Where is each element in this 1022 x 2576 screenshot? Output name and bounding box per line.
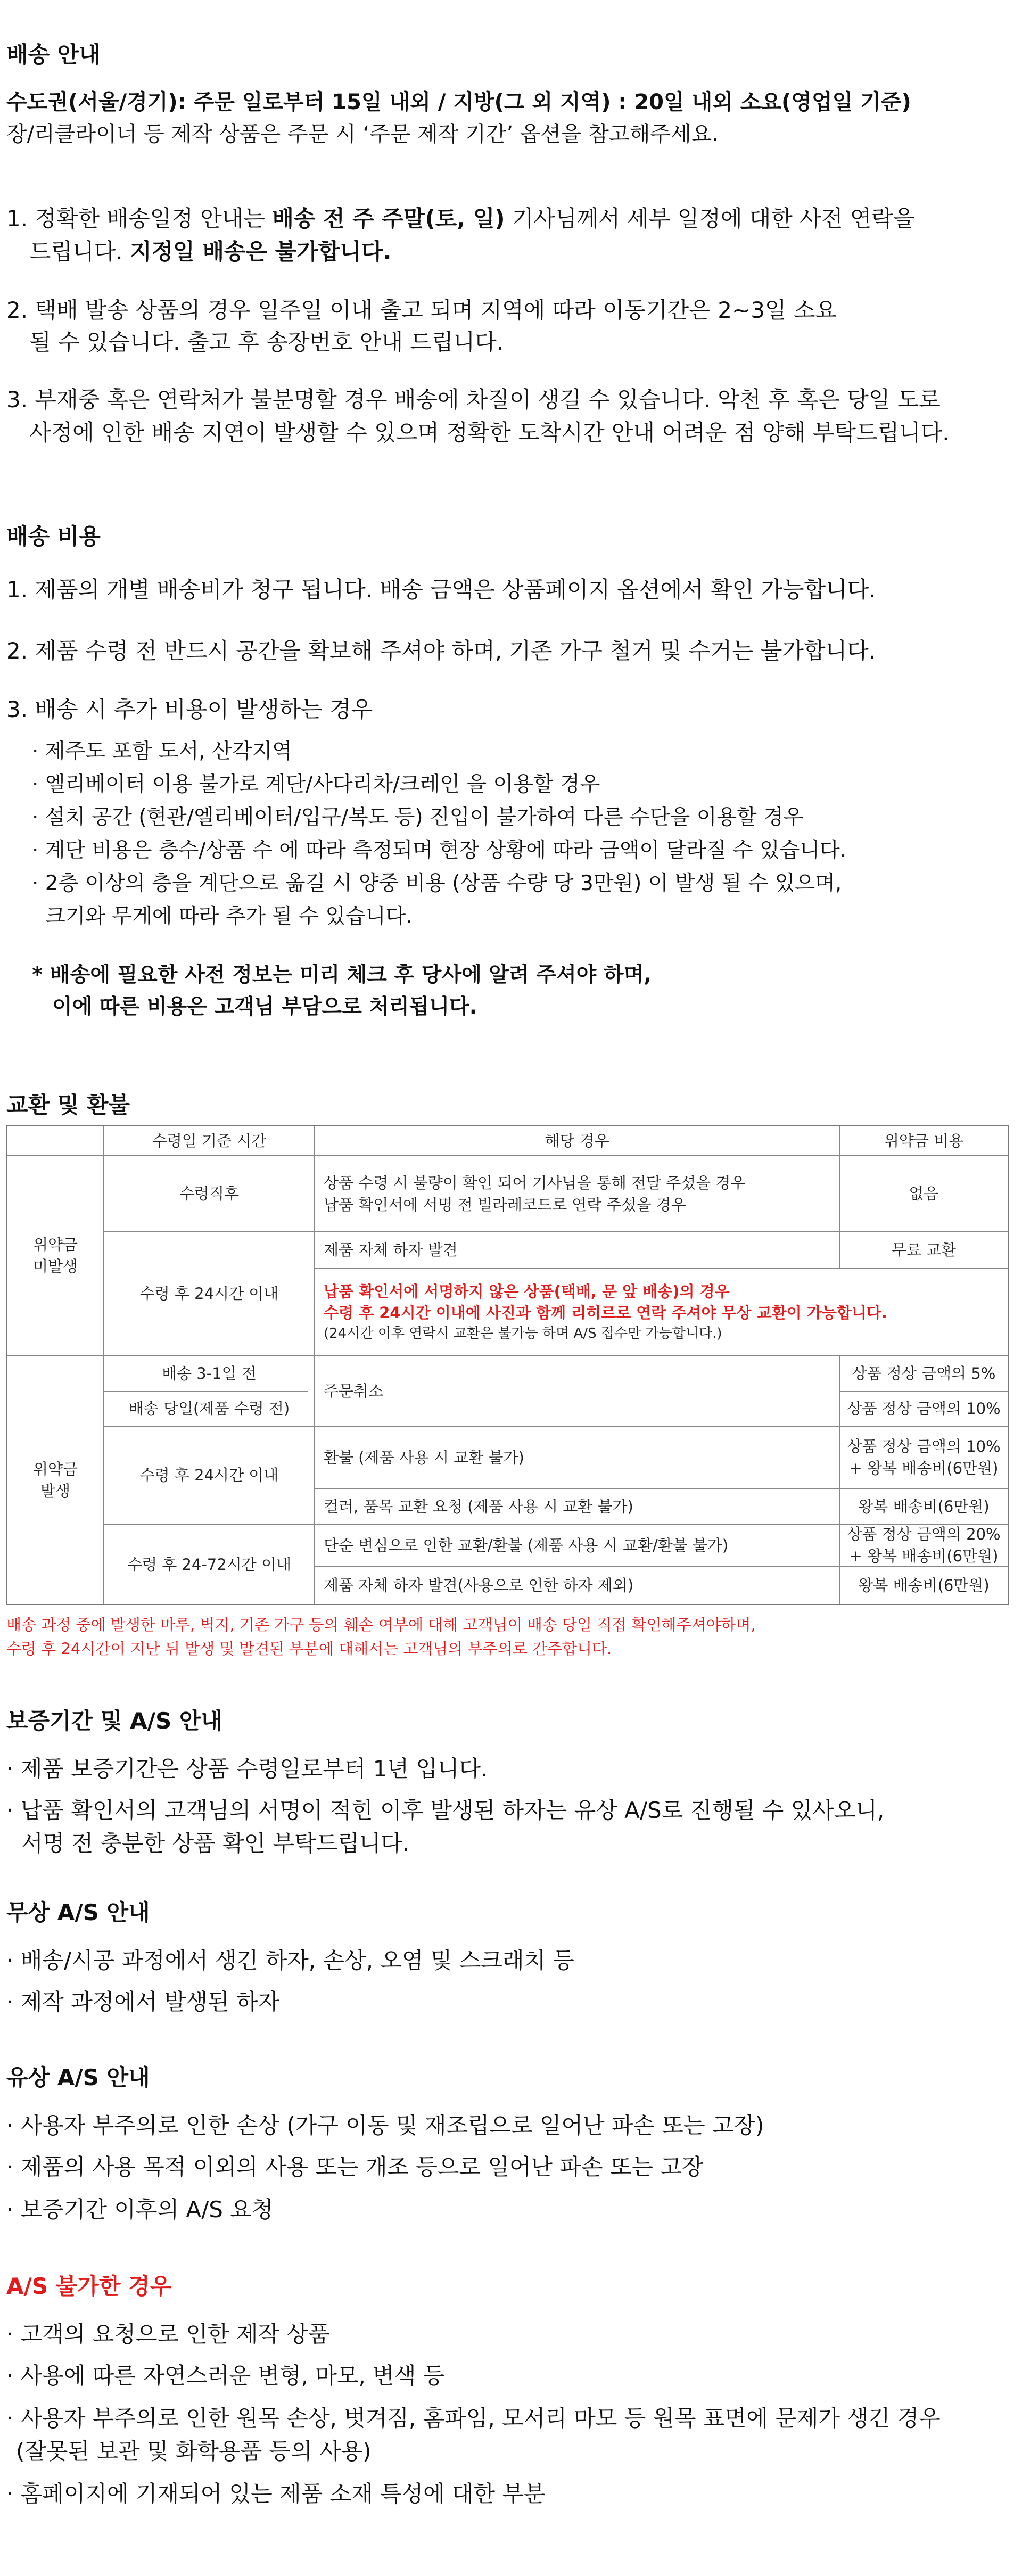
no-as-bullet-2: · 사용에 따른 자연스러운 변형, 마모, 변색 등 — [6, 2363, 445, 2389]
delivery-item-3-cont: 사정에 인한 배송 지연이 발생할 수 있으며 정확한 도착시간 안내 어려운 점 양해 부탁드립니다. — [29, 419, 950, 446]
r3-case — [315, 1269, 1007, 1355]
r9-fee: 왕복 배송비(6만원) — [858, 1576, 990, 1594]
r7-fee: 왕복 배송비(6만원) — [858, 1497, 990, 1516]
r4-time: 배송 3-1일 전 — [162, 1364, 257, 1383]
delivery-item-2-cont: 될 수 있습니다. 출고 후 송장번호 안내 드립니다. — [29, 329, 504, 355]
header-time: 수령일 기준 시간 — [152, 1131, 267, 1150]
exchange-title: 교환 및 환불 — [6, 1092, 130, 1118]
delivery-title: 배송 안내 — [6, 42, 101, 68]
cost-bullet-5-cont: 크기와 무게에 따라 추가 될 수 있습니다. — [45, 904, 413, 928]
r1-fee: 없음 — [909, 1184, 939, 1203]
cost-item-3: 3. 배송 시 추가 비용이 발생하는 경우 — [6, 696, 373, 722]
cost-note-cont: 이에 따른 비용은 고객님 부담으로 처리됩니다. — [52, 995, 477, 1019]
r8-fee — [840, 1525, 1008, 1566]
free-as-bullet-1: · 배송/시공 과정에서 생긴 하자, 손상, 오염 및 스크래치 등 — [6, 1947, 574, 1973]
header-fee: 위약금 비용 — [884, 1131, 964, 1150]
cost-bullet-2: · 엘리베이터 이용 불가로 계단/사다리차/크레인 을 이용할 경우 — [32, 772, 600, 796]
group-penalty: 위약금 발생 — [32, 1460, 78, 1500]
r8-case: 단순 변심으로 인한 교환/환불 (제품 사용 시 교환/환불 불가) — [324, 1536, 729, 1554]
delivery-item-3: 3. 부재중 혹은 연락처가 불분명할 경우 배송에 차질이 생길 수 있습니다. 악천 후 혹은 당일 도로 — [6, 386, 941, 413]
r45-case: 주문취소 — [324, 1381, 384, 1400]
cost-bullet-3: · 설치 공간 (현관/엘리베이터/입구/복도 등) 진입이 불가하여 다른 수단을 이용할 경우 — [32, 805, 804, 829]
free-as-bullet-2: · 제작 과정에서 발생된 하자 — [6, 1989, 280, 2015]
text-bold: 배송 전 주 주말(토, 일) — [272, 205, 505, 232]
text-red: 수령 후 24시간 이내에 사진과 함께 리히르로 연락 주셔야 무상 교환이 가능합니다. — [324, 1304, 887, 1322]
cost-bullet-4: · 계단 비용은 층수/상품 수 에 따라 측정되며 현장 상황에 따라 금액이 달라질 수 있습니다. — [32, 838, 847, 862]
warranty-bullet-1: · 제품 보증기간은 상품 수령일로부터 1년 입니다. — [6, 1756, 488, 1782]
r6-time: 수령 후 24시간 이내 — [139, 1466, 279, 1485]
r6-case: 환불 (제품 사용 시 교환 불가) — [324, 1448, 524, 1467]
cost-title: 배송 비용 — [6, 523, 101, 549]
r4-fee: 상품 정상 금액의 5% — [852, 1364, 996, 1383]
text: 상품 정상 금액의 10% — [847, 1437, 1001, 1456]
r5-fee: 상품 정상 금액의 10% — [847, 1400, 1001, 1418]
cost-bullet-5: · 2층 이상의 층을 계단으로 옮길 시 양중 비용 (상품 수량 당 3만원) 이 발생 될 수 있으며, — [32, 871, 842, 895]
delivery-item-1 — [6, 201, 914, 233]
exchange-footnote: 배송 과정 중에 발생한 마루, 벽지, 기존 가구 등의 훼손 여부에 대해 고객님이 배송 당일 직접 확인해주셔야하며, — [6, 1616, 756, 1634]
text: 상품 정상 금액의 20% — [847, 1525, 1001, 1544]
r8-time: 수령 후 24-72시간 이내 — [127, 1555, 292, 1574]
no-as-bullet-1: · 고객의 요청으로 인한 제작 상품 — [6, 2321, 330, 2347]
r7-case: 컬러, 품목 교환 요청 (제품 사용 시 교환 불가) — [324, 1497, 633, 1516]
text: 1. 정확한 배송일정 안내는 — [6, 205, 273, 232]
group-no-penalty: 위약금 미발생 — [32, 1236, 78, 1275]
free-as-title: 무상 A/S 안내 — [6, 1899, 150, 1925]
text: 납품 확인서에 서명 전 빌라레코드로 연락 주셨을 경우 — [324, 1195, 686, 1214]
delivery-item-1-cont — [29, 234, 392, 266]
exchange-table — [6, 1125, 1009, 1605]
r1-time: 수령직후 — [179, 1184, 240, 1203]
r2-fee: 무료 교환 — [891, 1240, 957, 1259]
text: + 왕복 배송비(6만원) — [849, 1547, 999, 1565]
warranty-bullet-2: · 납품 확인서의 고객님의 서명이 적힌 이후 발생된 하자는 유상 A/S로 진행될 수 있사오니, — [6, 1797, 885, 1823]
paid-as-bullet-2: · 제품의 사용 목적 이외의 사용 또는 개조 등으로 일어난 파손 또는 고장 — [6, 2154, 704, 2180]
header-case: 해당 경우 — [545, 1131, 609, 1150]
paid-as-bullet-3: · 보증기간 이후의 A/S 요청 — [6, 2196, 274, 2223]
text: (24시간 이후 연락시 교환은 불가능 하며 A/S 접수만 가능합니다.) — [324, 1325, 722, 1342]
delivery-period: 수도권(서울/경기): 주문 일로부터 15일 내외 / 지방(그 외 지역) : 20일 내외 소요(영업일 기준) — [6, 90, 911, 114]
r9-case: 제품 자체 하자 발견(사용으로 인한 하자 제외) — [324, 1576, 634, 1594]
text: 기사님께서 세부 일정에 대한 사전 연락을 — [505, 205, 915, 232]
no-as-bullet-4: · 홈페이지에 기재되어 있는 제품 소재 특성에 대한 부분 — [6, 2481, 546, 2507]
text: 드립니다. — [29, 238, 130, 265]
exchange-footnote-cont: 수령 후 24시간이 지난 뒤 발생 및 발견된 부분에 대해서는 고객님의 부주의로 간주합니다. — [6, 1640, 612, 1658]
text: + 왕복 배송비(6만원) — [849, 1459, 999, 1477]
cost-item-1: 1. 제품의 개별 배송비가 청구 됩니다. 배송 금액은 상품페이지 옵션에서 확인 가능합니다. — [6, 577, 876, 603]
paid-as-bullet-1: · 사용자 부주의로 인한 손상 (가구 이동 및 재조립으로 일어난 파손 또는 고장) — [6, 2112, 764, 2138]
no-as-bullet-3-cont: (잘못된 보관 및 화학용품 등의 사용) — [16, 2438, 372, 2464]
no-as-bullet-3: · 사용자 부주의로 인한 원목 손상, 벗겨짐, 홈파임, 모서리 마모 등 원목 표면에 문제가 생긴 경우 — [6, 2405, 941, 2431]
no-as-title: A/S 불가한 경우 — [6, 2273, 172, 2299]
cost-item-2: 2. 제품 수령 전 반드시 공간을 확보해 주셔야 하며, 기존 가구 철거 및 수거는 불가합니다. — [6, 638, 876, 664]
r2-time: 수령 후 24시간 이내 — [139, 1285, 279, 1303]
r6-fee — [840, 1427, 1008, 1488]
warranty-title: 보증기간 및 A/S 안내 — [6, 1708, 222, 1734]
paid-as-title: 유상 A/S 안내 — [6, 2064, 150, 2091]
cost-bullet-1: · 제주도 포함 도서, 산각지역 — [32, 739, 292, 763]
warranty-bullet-2-cont: 서명 전 충분한 상품 확인 부탁드립니다. — [21, 1830, 410, 1856]
text-red: 납품 확인서에 서명하지 않은 상품(택배, 문 앞 배송)의 경우 — [324, 1282, 730, 1301]
r2-case: 제품 자체 하자 발견 — [324, 1240, 458, 1259]
r5-time: 배송 당일(제품 수령 전) — [128, 1400, 290, 1418]
r1-case — [315, 1156, 839, 1231]
cost-note: * 배송에 필요한 사전 정보는 미리 체크 후 당사에 알려 주셔야 하며, — [32, 963, 652, 987]
text: 상품 수령 시 불량이 확인 되어 기사님을 통해 전달 주셨을 경우 — [324, 1173, 746, 1192]
text-bold: 지정일 배송은 불가합니다. — [130, 238, 392, 265]
delivery-item-2: 2. 택배 발송 상품의 경우 일주일 이내 출고 되며 지역에 따라 이동기간은 2~3일 소요 — [6, 297, 837, 323]
delivery-custom-note: 장/리클라이너 등 제작 상품은 주문 시 ‘주문 제작 기간’ 옵션을 참고해주세요. — [6, 122, 719, 146]
